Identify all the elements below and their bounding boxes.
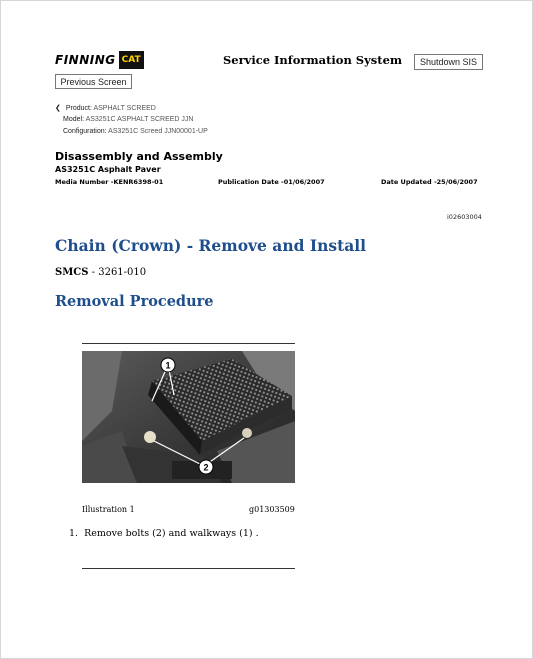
meta-config-value: AS3251C Screed JJN00001-UP <box>108 128 208 135</box>
meta-model-key: Model: <box>63 116 85 123</box>
publication-date: Publication Date -01/06/2007 <box>218 178 325 186</box>
logo-wordmark: FINNING <box>55 53 116 67</box>
procedure-step <box>69 528 259 539</box>
step-text: Remove bolts (2) and walkways (1) . <box>84 528 259 539</box>
procedure-title: Removal Procedure <box>55 293 214 310</box>
callout-1-label: 1 <box>165 360 171 371</box>
meta-configuration <box>63 128 208 135</box>
callout-2 <box>199 460 213 474</box>
shutdown-sis-button[interactable]: Shutdown SIS <box>414 54 483 70</box>
finning-cat-logo <box>55 51 144 69</box>
figure-bottom-rule <box>82 568 295 569</box>
meta-product <box>55 104 156 112</box>
illustration-caption: Illustration 1 <box>82 505 135 514</box>
smcs-value: - 3261-010 <box>88 267 147 278</box>
cat-badge: CAT <box>119 51 144 69</box>
illustration-photo <box>82 351 295 483</box>
callout-2-label: 2 <box>203 462 209 473</box>
document-id: i02603004 <box>447 213 482 221</box>
screed-walkway-image <box>82 351 295 483</box>
meta-config-key: Configuration: <box>63 128 107 135</box>
media-number: Media Number -KENR6398-01 <box>55 178 164 186</box>
illustration-id: g01303509 <box>249 505 295 514</box>
date-updated: Date Updated -25/06/2007 <box>381 178 478 186</box>
smcs-label: SMCS <box>55 267 89 278</box>
callout-1 <box>161 358 175 372</box>
section-subheading: AS3251C Asphalt Paver <box>55 165 161 174</box>
meta-model-value: AS3251C ASPHALT SCREED JJN <box>85 116 194 123</box>
page-title: Chain (Crown) - Remove and Install <box>55 236 367 255</box>
meta-product-value: ASPHALT SCREED <box>93 105 156 112</box>
smcs-code <box>55 267 146 278</box>
section-heading: Disassembly and Assembly <box>55 150 223 163</box>
chevron-left-icon[interactable]: ❮ <box>55 105 61 112</box>
meta-product-key: Product: <box>65 105 92 112</box>
system-title: Service Information System <box>223 53 403 67</box>
figure-top-rule <box>82 343 295 344</box>
previous-screen-button[interactable]: Previous Screen <box>55 74 132 89</box>
step-number: 1. <box>69 528 79 539</box>
meta-model <box>63 116 193 123</box>
